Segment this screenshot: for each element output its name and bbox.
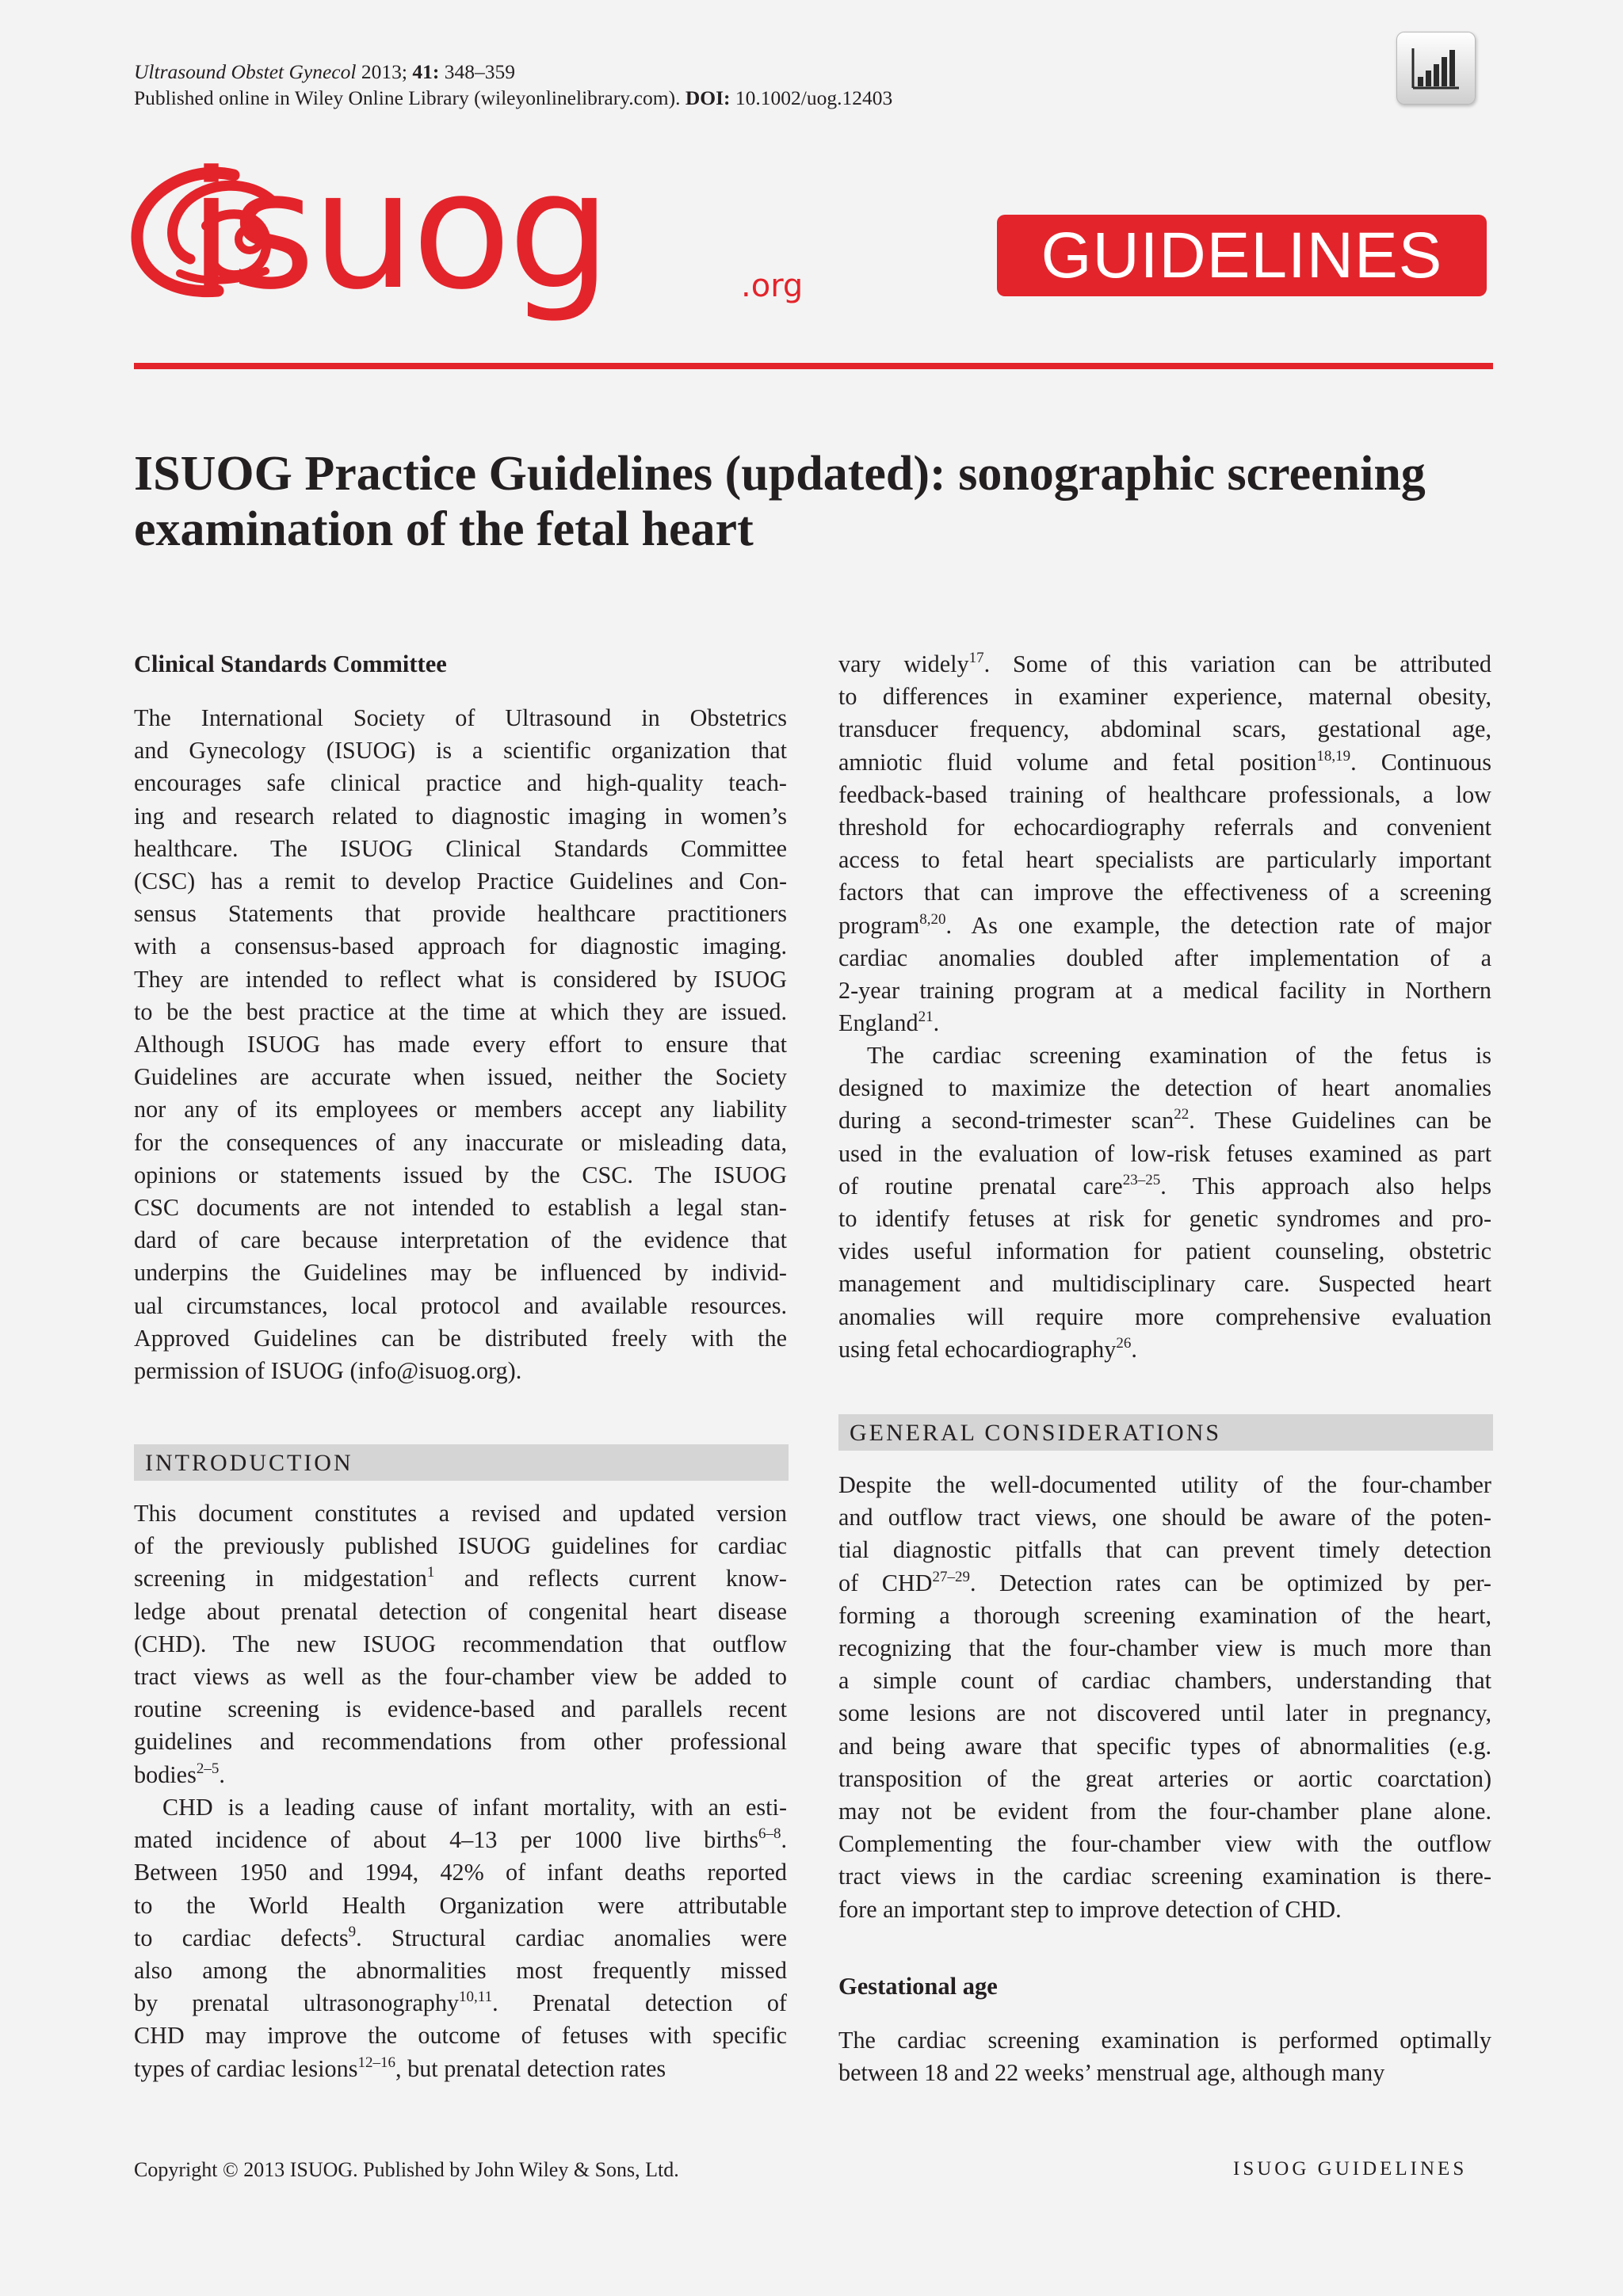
text-line: routine screening is evidence-based and parallels recent — [134, 1695, 787, 1723]
journal-pages: 348–359 — [444, 60, 515, 83]
text-line — [134, 1759, 787, 1791]
introduction-paragraph-1 — [134, 1497, 787, 1791]
text-line — [134, 1922, 787, 1955]
text-span: , but prenatal detection rates — [395, 2054, 666, 2082]
text-line: feedback-based training of healthcare professionals, a low — [838, 780, 1491, 808]
text-span: . — [219, 1760, 225, 1788]
text-span: . — [781, 1826, 787, 1854]
text-line — [134, 1824, 787, 1856]
text-span: . As one example, the detection rate of major — [945, 911, 1491, 939]
citation-ref[interactable]: 12–16 — [357, 2054, 395, 2071]
text-line: (CSC) has a remit to develop Practice Guidelines and Con- — [134, 868, 787, 895]
text-line: threshold for echocardiography referrals and convenient — [838, 814, 1491, 841]
text-line: Despite the well-documented utility of the four-chamber — [838, 1471, 1491, 1498]
text-line: ual circumstances, local protocol and available resources. — [134, 1291, 787, 1319]
text-span: to cardiac defects — [134, 1924, 349, 1951]
committee-paragraph — [134, 702, 787, 1387]
text-line: and being aware that specific types of abnormalities (e.g. — [838, 1732, 1491, 1760]
text-line: and outflow tract views, one should be aware of the poten- — [838, 1504, 1491, 1531]
isuog-org-suffix: .org — [741, 268, 804, 304]
text-line: and Gynecology (ISUOG) is a scientific organization that — [134, 737, 787, 765]
text-line: to the World Health Organization were attributable — [134, 1891, 787, 1919]
text-line: ledge about prenatal detection of congenital heart disease — [134, 1597, 787, 1625]
general-considerations-heading: GENERAL CONSIDERATIONS — [838, 1414, 1493, 1451]
text-line: (CHD). The new ISUOG recommendation that outflow — [134, 1630, 787, 1657]
text-span: bodies — [134, 1760, 197, 1788]
isuog-wordmark: isuog — [189, 137, 609, 326]
copyright-notice: Copyright © 2013 ISUOG. Published by John Wiley & Sons, Ltd. — [134, 2158, 679, 2181]
text-line: used in the evaluation of low-risk fetuses examined as part — [838, 1139, 1491, 1167]
guidelines-badge: GUIDELINES — [997, 215, 1487, 296]
text-line — [838, 1567, 1491, 1600]
text-line — [838, 746, 1491, 779]
text-line: to differences in examiner experience, maternal obesity, — [838, 683, 1491, 711]
gestational-age-heading: Gestational age — [838, 1973, 998, 2000]
title-line-2: examination of the fetal heart — [134, 502, 754, 556]
citation-line-1 — [134, 59, 892, 85]
text-span: of routine prenatal care — [838, 1172, 1123, 1199]
text-line: transducer frequency, abdominal scars, gestational age, — [838, 715, 1491, 743]
text-line: factors that can improve the effectiveness of a screening — [838, 879, 1491, 906]
text-line: The cardiac screening examination is performed optimally — [838, 2027, 1491, 2054]
text-line: CHD is a leading cause of infant mortality, with an esti- — [162, 1794, 787, 1821]
text-line: The cardiac screening examination of the fetus is — [867, 1042, 1491, 1069]
text-line — [134, 1562, 787, 1595]
text-line: fore an important step to improve detection of CHD. — [838, 1895, 1342, 1923]
text-span: England — [838, 1009, 918, 1037]
citation-ref[interactable]: 26 — [1116, 1334, 1132, 1352]
text-line: 2-year training program at a medical facility in Northern — [838, 977, 1491, 1005]
text-span: using fetal echocardiography — [838, 1335, 1117, 1363]
citation-line-2 — [134, 85, 892, 111]
running-title: ISUOG GUIDELINES — [1233, 2158, 1468, 2180]
text-line: Between 1950 and 1994, 42% of infant deaths reported — [134, 1859, 787, 1886]
bar-chart-icon-glyph — [1397, 32, 1475, 104]
text-line: of the previously published ISUOG guidelines for cardiac — [134, 1532, 787, 1560]
text-line: to identify fetuses at risk for genetic syndromes and pro- — [838, 1205, 1491, 1233]
text-line: healthcare. The ISUOG Clinical Standards Committee — [134, 834, 787, 862]
text-line — [838, 1170, 1491, 1203]
introduction-heading: INTRODUCTION — [134, 1444, 789, 1481]
text-line — [838, 648, 1491, 681]
text-line — [838, 1007, 1491, 1039]
text-line — [134, 1987, 787, 2019]
journal-citation — [134, 59, 892, 111]
doi-value: 10.1002/uog.12403 — [735, 86, 893, 109]
text-line: They are intended to reflect what is considered by ISUOG — [134, 965, 787, 993]
right-paragraph-1 — [838, 648, 1491, 1039]
text-line — [838, 910, 1491, 942]
text-line: some lesions are not discovered until later in pregnancy, — [838, 1699, 1491, 1727]
citation-ref[interactable]: 8,20 — [919, 910, 946, 928]
text-line: a simple count of cardiac chambers, understanding that — [838, 1667, 1491, 1695]
citation-ref[interactable]: 21 — [918, 1009, 934, 1026]
text-line: to be the best practice at the time at which they are issued. — [134, 997, 787, 1025]
citation-ref[interactable]: 2–5 — [196, 1760, 220, 1777]
text-line — [838, 1333, 1491, 1366]
text-line: opinions or statements issued by the CSC. The ISUOG — [134, 1161, 787, 1188]
right-paragraph-4 — [838, 2024, 1491, 2089]
text-span: vary widely — [838, 650, 969, 677]
text-span: screening in midgestation — [134, 1565, 427, 1592]
bar-chart-icon[interactable] — [1396, 32, 1476, 105]
text-line: tract views as well as the four-chamber view be added to — [134, 1663, 787, 1691]
text-span: amniotic fluid volume and fetal position — [838, 748, 1317, 776]
text-span: . Some of this variation can be attributed — [983, 650, 1491, 677]
text-span: . — [933, 1009, 940, 1037]
published-online: Published online in Wiley Online Library (wileyonlinelibrary.com). — [134, 86, 681, 109]
text-line: This document constitutes a revised and updated version — [134, 1500, 787, 1527]
text-span: program — [838, 911, 920, 939]
text-span: by prenatal ultrasonography — [134, 1989, 460, 2017]
citation-ref[interactable]: 22 — [1174, 1106, 1190, 1123]
text-span: . Prenatal detection of — [492, 1989, 787, 2017]
journal-volume: 41: — [412, 60, 440, 83]
text-line: Although ISUOG has made every effort to ensure that — [134, 1031, 787, 1058]
text-span: types of cardiac lesions — [134, 2054, 358, 2082]
journal-year: 2013; — [361, 60, 407, 83]
text-span: during a second-trimester scan — [838, 1107, 1174, 1135]
text-line: with a consensus-based approach for diagnostic imaging. — [134, 933, 787, 960]
text-line: Approved Guidelines can be distributed freely with the — [134, 1324, 787, 1352]
text-line: also among the abnormalities most frequently missed — [134, 1957, 787, 1985]
right-paragraph-3 — [838, 1469, 1491, 1926]
text-line: sensus Statements that provide healthcare practitioners — [134, 900, 787, 928]
text-line: transposition of the great arteries or aortic coarctation) — [838, 1764, 1491, 1792]
text-span: . These Guidelines can be — [1189, 1107, 1491, 1135]
title-line-1: ISUOG Practice Guidelines (updated): sonographic screening — [134, 447, 1426, 501]
citation-ref[interactable]: 1 — [426, 1564, 435, 1581]
citation-ref[interactable]: 23–25 — [1122, 1171, 1161, 1188]
text-line: anomalies will require more comprehensive evaluation — [838, 1302, 1491, 1330]
committee-heading: Clinical Standards Committee — [134, 650, 447, 677]
citation-ref[interactable]: 6–8 — [758, 1825, 781, 1843]
text-span: . Continuous — [1350, 748, 1491, 776]
journal-name: Ultrasound Obstet Gynecol — [134, 60, 357, 83]
text-line: tract views in the cardiac screening examination is there- — [838, 1863, 1491, 1890]
text-line: management and multidisciplinary care. Suspected heart — [838, 1270, 1491, 1298]
text-line: cardiac anomalies doubled after implementation of a — [838, 944, 1491, 971]
text-span: . — [1131, 1335, 1137, 1363]
text-line: CSC documents are not intended to establish a legal stan- — [134, 1194, 787, 1222]
header-divider — [134, 363, 1493, 369]
text-line: Complementing the four-chamber view with the outflow — [838, 1830, 1491, 1858]
text-line: recognizing that the four-chamber view is much more than — [838, 1634, 1491, 1662]
text-line: The International Society of Ultrasound in Obstetrics — [134, 704, 787, 731]
text-line: ing and research related to diagnostic imaging in women’s — [134, 802, 787, 830]
text-span: of CHD — [838, 1569, 933, 1596]
text-line: forming a thorough screening examination of the heart, — [838, 1601, 1491, 1629]
text-line: access to fetal heart specialists are particularly important — [838, 846, 1491, 874]
text-line: dard of care because interpretation of the evidence that — [134, 1226, 787, 1254]
text-line: vides useful information for patient counseling, obstetric — [838, 1238, 1491, 1265]
text-span: mated incidence of about 4–13 per 1000 live births — [134, 1826, 758, 1854]
citation-ref[interactable]: 10,11 — [459, 1989, 493, 2006]
text-line: nor any of its employees or members accept any liability — [134, 1096, 787, 1123]
text-line: Guidelines are accurate when issued, neither the Society — [134, 1063, 787, 1091]
text-span: . Structural cardiac anomalies were — [356, 1924, 787, 1951]
citation-ref[interactable]: 18,19 — [1316, 747, 1351, 765]
text-line: designed to maximize the detection of heart anomalies — [838, 1074, 1491, 1102]
text-span: and reflects current know- — [434, 1565, 787, 1592]
doi-label: DOI: — [685, 86, 731, 109]
article-title — [134, 446, 1497, 557]
text-line: permission of ISUOG (info@isuog.org). — [134, 1357, 522, 1385]
text-line: for the consequences of any inaccurate or misleading data, — [134, 1128, 787, 1156]
citation-ref[interactable]: 17 — [968, 650, 984, 666]
text-line: underpins the Guidelines may be influenced by individ- — [134, 1259, 787, 1287]
text-line — [134, 2053, 787, 2085]
text-line: guidelines and recommendations from other professional — [134, 1728, 787, 1756]
text-line: between 18 and 22 weeks’ menstrual age, although many — [838, 2059, 1385, 2087]
text-line: may not be evident from the four-chamber plane alone. — [838, 1798, 1491, 1825]
text-line: tial diagnostic pitfalls that can prevent timely detection — [838, 1536, 1491, 1564]
text-span: . This approach also helps — [1160, 1172, 1491, 1199]
text-span: . Detection rates can be optimized by per- — [969, 1569, 1491, 1596]
citation-ref[interactable]: 9 — [348, 1923, 357, 1940]
text-line: CHD may improve the outcome of fetuses with specific — [134, 2022, 787, 2050]
text-line: encourages safe clinical practice and high-quality teach- — [134, 769, 787, 797]
citation-ref[interactable]: 27–29 — [932, 1568, 970, 1585]
right-paragraph-2 — [838, 1039, 1491, 1366]
introduction-paragraph-2 — [134, 1791, 787, 2085]
text-line — [838, 1104, 1491, 1137]
